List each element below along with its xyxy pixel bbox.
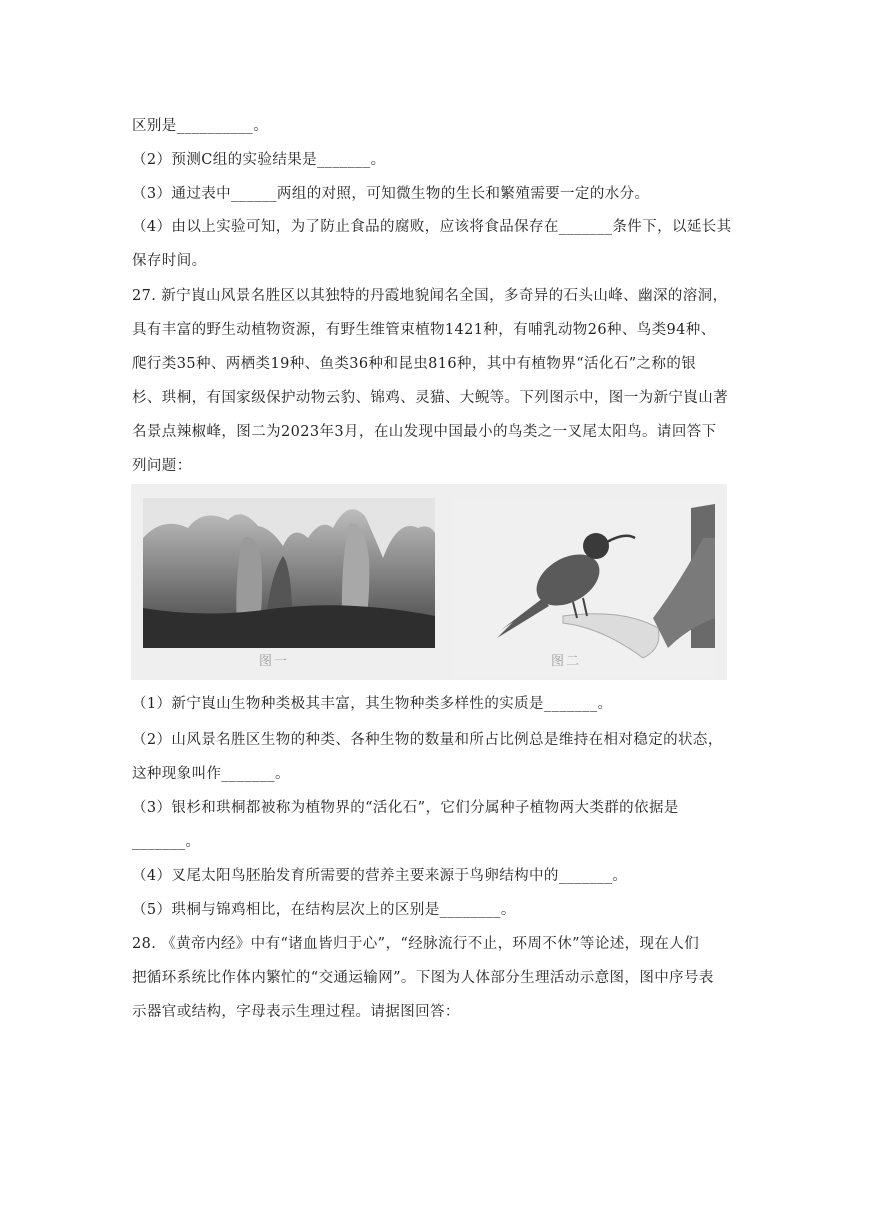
figure-strip [131,484,727,680]
text-line: 区别是__________。 [132,118,269,134]
text-line: （4）叉尾太阳鸟胚胎发育所需要的营养主要来源于鸟卵结构中的_______。 [132,868,628,884]
text-line: 保存时间。 [132,253,207,269]
text-line: （1）新宁崀山生物种类极其丰富，其生物种类多样性的实质是_______。 [132,696,613,712]
text-line: （3）通过表中______两组的对照，可知微生物的生长和繁殖需要一定的水分。 [132,186,650,202]
text-line: （4）由以上实验可知，为了防止食品的腐败，应该将食品保存在_______条件下，以延长其 [132,219,732,235]
text-line: 把循环系统比作体内繁忙的“交通运输网”。下图为人体部分生理活动示意图，图中序号表 [132,970,714,986]
text-line: 列问题： [132,458,192,474]
figure-caption-1: 图一 [259,654,290,669]
text-line: _______。 [132,834,201,850]
question-28-line: 28. 《黄帝内经》中有“诸血皆归于心”，“经脉流行不止，环周不休”等论述，现在人们 [132,936,700,952]
question-27-line: 27. 新宁崀山风景名胜区以其独特的丹霞地貌闻名全国，多奇异的石头山峰、幽深的溶洞， [132,288,728,304]
text-line: 具有丰富的野生动植物资源，有野生维管束植物1421种，有哺乳动物26种、鸟类94种、 [132,322,716,338]
text-line: 名景点辣椒峰，图二为2023年3月，在山发现中国最小的鸟类之一叉尾太阳鸟。请回答下 [132,424,717,440]
text-line: （2）预测C组的实验结果是_______。 [132,152,386,168]
text-line: （3）银杉和珙桐都被称为植物界的“活化石”，它们分属种子植物两大类群的依据是 [132,800,679,816]
text-line: 示器官或结构，字母表示生理过程。请据图回答： [132,1004,460,1020]
figure-caption-2: 图二 [551,654,582,669]
text-line: （5）珙桐与锦鸡相比，在结构层次上的区别是________。 [132,902,516,918]
text-line: （2）山风景名胜区生物的种类、各种生物的数量和所占比例总是维持在相对稳定的状态， [132,732,723,748]
text-line: 这种现象叫作_______。 [132,766,290,782]
text-line: 爬行类35种、两栖类19种、鱼类36种和昆虫816种，其中有植物界“活化石”之称的银 [132,356,697,372]
bird-photo [453,498,715,678]
text-line: 杉、珙桐，有国家级保护动物云豹、锦鸡、灵猫、大鲵等。下列图示中，图一为新宁崀山著 [132,390,728,406]
